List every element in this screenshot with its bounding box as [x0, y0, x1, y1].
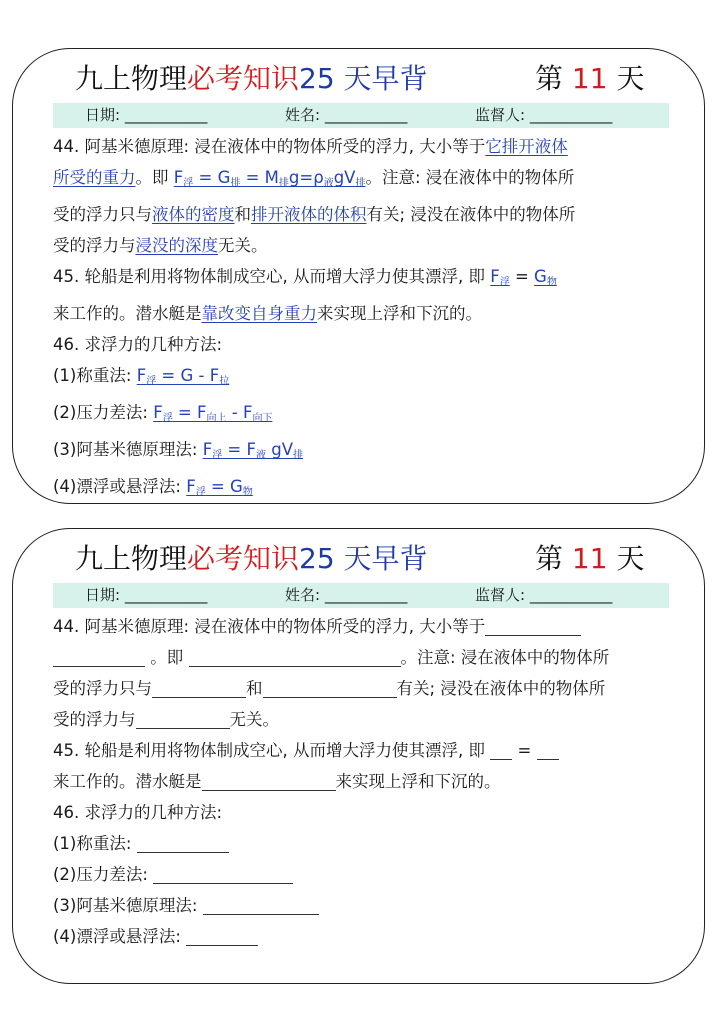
method-4-label: (4)漂浮或悬浮法: [53, 477, 181, 496]
q44-text-e: 和 [234, 205, 251, 224]
method-2 [53, 397, 673, 434]
formula-sub: 浮 [146, 376, 157, 387]
formula-part: = G [205, 477, 243, 496]
q45-text-b: 来工作的。潜水艇是 [53, 772, 202, 791]
title-part-subject: 九上物理 [75, 62, 188, 95]
method-3-label: (3)阿基米德原理法: [53, 440, 198, 459]
formula-sub: 排 [293, 450, 304, 461]
formula-part: = F [222, 440, 256, 459]
name-field: 姓名: ___________ [285, 106, 408, 124]
method-3-label: (3)阿基米德原理法: [53, 896, 198, 915]
formula-part: - F [226, 403, 253, 422]
answer-method-4 [186, 477, 253, 496]
formula-part: = M [240, 168, 279, 187]
name-field: 姓名: ___________ [285, 586, 408, 604]
q44-text-e: 和 [246, 679, 263, 698]
answer-float-f [490, 267, 510, 286]
q44-line4 [53, 230, 673, 261]
method-1 [53, 360, 673, 397]
q45-equals: = [517, 741, 532, 760]
q44-text-d: 受的浮力只与 [53, 679, 152, 698]
q44-text-a: 44. 阿基米德原理: 浸在液体中的物体所受的浮力, 大小等于 [53, 617, 486, 636]
formula-sub: 排 [278, 178, 289, 189]
formula-part: = F [172, 403, 207, 422]
q44-text-g: 受的浮力与 [53, 710, 136, 729]
q44-text-c: 。注意: 浸在液体中的物体所 [365, 168, 575, 187]
q44-line2 [53, 162, 673, 199]
blank-fill[interactable] [189, 646, 401, 667]
q44-text-f: 有关; 浸没在液体中的物体所 [396, 679, 606, 698]
formula-part: F [490, 267, 500, 286]
q44-text-g: 受的浮力与 [53, 236, 136, 255]
info-bar [53, 103, 669, 128]
method-3 [53, 890, 673, 921]
answer-method-1 [137, 366, 230, 385]
q44-text-h: 无关。 [218, 236, 268, 255]
formula-sub: 向上 [206, 413, 227, 424]
day-suffix: 天 [607, 542, 645, 575]
answer-method-2 [153, 403, 272, 422]
title-part-days: 25 天早背 [299, 62, 428, 95]
q44-line1 [53, 131, 673, 162]
formula-sub: 浮 [162, 413, 173, 424]
formula-sub: 物 [546, 277, 557, 288]
formula-sub: 拉 [219, 376, 230, 387]
method-4 [53, 471, 673, 508]
blank-fill[interactable] [202, 770, 336, 791]
method-2 [53, 859, 673, 890]
info-bar [53, 583, 669, 608]
formula-sub: 浮 [499, 277, 510, 288]
formula-sub: 浮 [195, 487, 206, 498]
supervisor-field: 监督人: ___________ [475, 586, 613, 604]
blank-fill[interactable] [153, 863, 293, 884]
q44-line4 [53, 704, 673, 735]
card-body [53, 611, 673, 952]
date-field: 日期: ___________ [85, 586, 208, 604]
formula-sub: 物 [242, 487, 253, 498]
q45-line1 [53, 261, 673, 298]
title-part-highlight: 必考知识 [187, 62, 300, 95]
day-suffix: 天 [607, 62, 645, 95]
supervisor-field: 监督人: ___________ [475, 106, 613, 124]
q45-text-c: 来实现上浮和下沉的。 [317, 304, 482, 323]
answer-float-g [534, 267, 557, 286]
card-title [13, 57, 704, 101]
formula-part: G [534, 267, 547, 286]
formula-sub: 液 [256, 450, 266, 461]
day-number: 11 [571, 62, 608, 95]
blank-fill[interactable] [537, 739, 559, 760]
answer-displaced-liquid: 它排开液体 [485, 137, 568, 156]
answer-liquid-density: 液体的密度 [152, 205, 235, 224]
blank-fill[interactable] [53, 646, 145, 667]
formula-sub: 液 [323, 178, 334, 189]
blank-fill[interactable] [203, 894, 319, 915]
answer-displaced-weight: 所受的重力 [53, 168, 136, 187]
q44-text-b: 。即 [150, 648, 184, 667]
q44-text-d: 受的浮力只与 [53, 205, 152, 224]
formula-part: F [153, 403, 163, 422]
q44-line3 [53, 673, 673, 704]
blank-fill[interactable] [490, 739, 512, 760]
q44-text-b: 。即 [135, 168, 169, 187]
day-prefix: 第 [535, 62, 572, 95]
q44-line1 [53, 611, 673, 642]
answer-card [12, 48, 705, 504]
day-label [535, 537, 644, 581]
day-number: 11 [571, 542, 608, 575]
method-2-label: (2)压力差法: [53, 865, 148, 884]
date-field: 日期: ___________ [85, 106, 208, 124]
method-4-label: (4)漂浮或悬浮法: [53, 927, 181, 946]
formula-sub: 排 [355, 178, 366, 189]
title-part-days: 25 天早背 [299, 542, 428, 575]
formula-part: F [186, 477, 196, 496]
q44-text-c: 。注意: 浸在液体中的物体所 [400, 648, 610, 667]
formula-part: g=ρ [288, 168, 324, 187]
method-1 [53, 828, 673, 859]
q45-line2 [53, 298, 673, 329]
title-text [75, 57, 428, 101]
blank-card [12, 528, 705, 984]
formula-part: gV [266, 440, 294, 459]
formula-part: = G - F [156, 366, 220, 385]
q45-line1 [53, 735, 673, 766]
q45-text-a: 45. 轮船是利用将物体制成空心, 从而增大浮力使其漂浮, 即 [53, 741, 485, 760]
formula-sub: 浮 [212, 450, 223, 461]
q44-line2 [53, 642, 673, 673]
blank-fill[interactable] [137, 832, 229, 853]
answer-displaced-volume: 排开液体的体积 [251, 205, 367, 224]
blank-fill[interactable] [136, 708, 230, 729]
q45-line2 [53, 766, 673, 797]
q44-text-a: 44. 阿基米德原理: 浸在液体中的物体所受的浮力, 大小等于 [53, 137, 486, 156]
q45-equals: = [514, 267, 529, 286]
day-label [535, 57, 644, 101]
method-3 [53, 434, 673, 471]
q45-text-a: 45. 轮船是利用将物体制成空心, 从而增大浮力使其漂浮, 即 [53, 267, 485, 286]
q45-text-c: 来实现上浮和下沉的。 [335, 772, 501, 791]
method-2-label: (2)压力差法: [53, 403, 148, 422]
method-4 [53, 921, 673, 952]
q44-text-h: 无关。 [229, 710, 279, 729]
title-part-highlight: 必考知识 [187, 542, 300, 575]
method-1-label: (1)称重法: [53, 366, 132, 385]
blank-fill[interactable] [485, 615, 581, 636]
answer-depth: 浸没的深度 [135, 236, 218, 255]
answer-archimedes-formula [174, 168, 366, 187]
card-title [13, 537, 704, 581]
q44-text-f: 有关; 浸没在液体中的物体所 [366, 205, 576, 224]
q44-line3 [53, 199, 673, 230]
day-prefix: 第 [535, 542, 572, 575]
q46-heading: 46. 求浮力的几种方法: [53, 803, 223, 822]
formula-part: gV [333, 168, 356, 187]
formula-sub: 浮 [183, 178, 194, 189]
formula-sub: 排 [230, 178, 241, 189]
title-part-subject: 九上物理 [75, 542, 188, 575]
formula-sub: 向下 [252, 413, 273, 424]
answer-method-3 [203, 440, 303, 459]
method-1-label: (1)称重法: [53, 834, 132, 853]
blank-fill[interactable] [186, 925, 258, 946]
q45-text-b: 来工作的。潜水艇是 [53, 304, 202, 323]
formula-part: F [202, 440, 213, 459]
answer-submarine: 靠改变自身重力 [201, 304, 317, 323]
blank-fill[interactable] [263, 677, 397, 698]
blank-fill[interactable] [152, 677, 246, 698]
card-body [53, 131, 673, 508]
title-text [75, 537, 428, 581]
formula-part: F [136, 366, 147, 385]
formula-part: = G [193, 168, 231, 187]
formula-part: F [173, 168, 184, 187]
q46-heading: 46. 求浮力的几种方法: [53, 335, 223, 354]
